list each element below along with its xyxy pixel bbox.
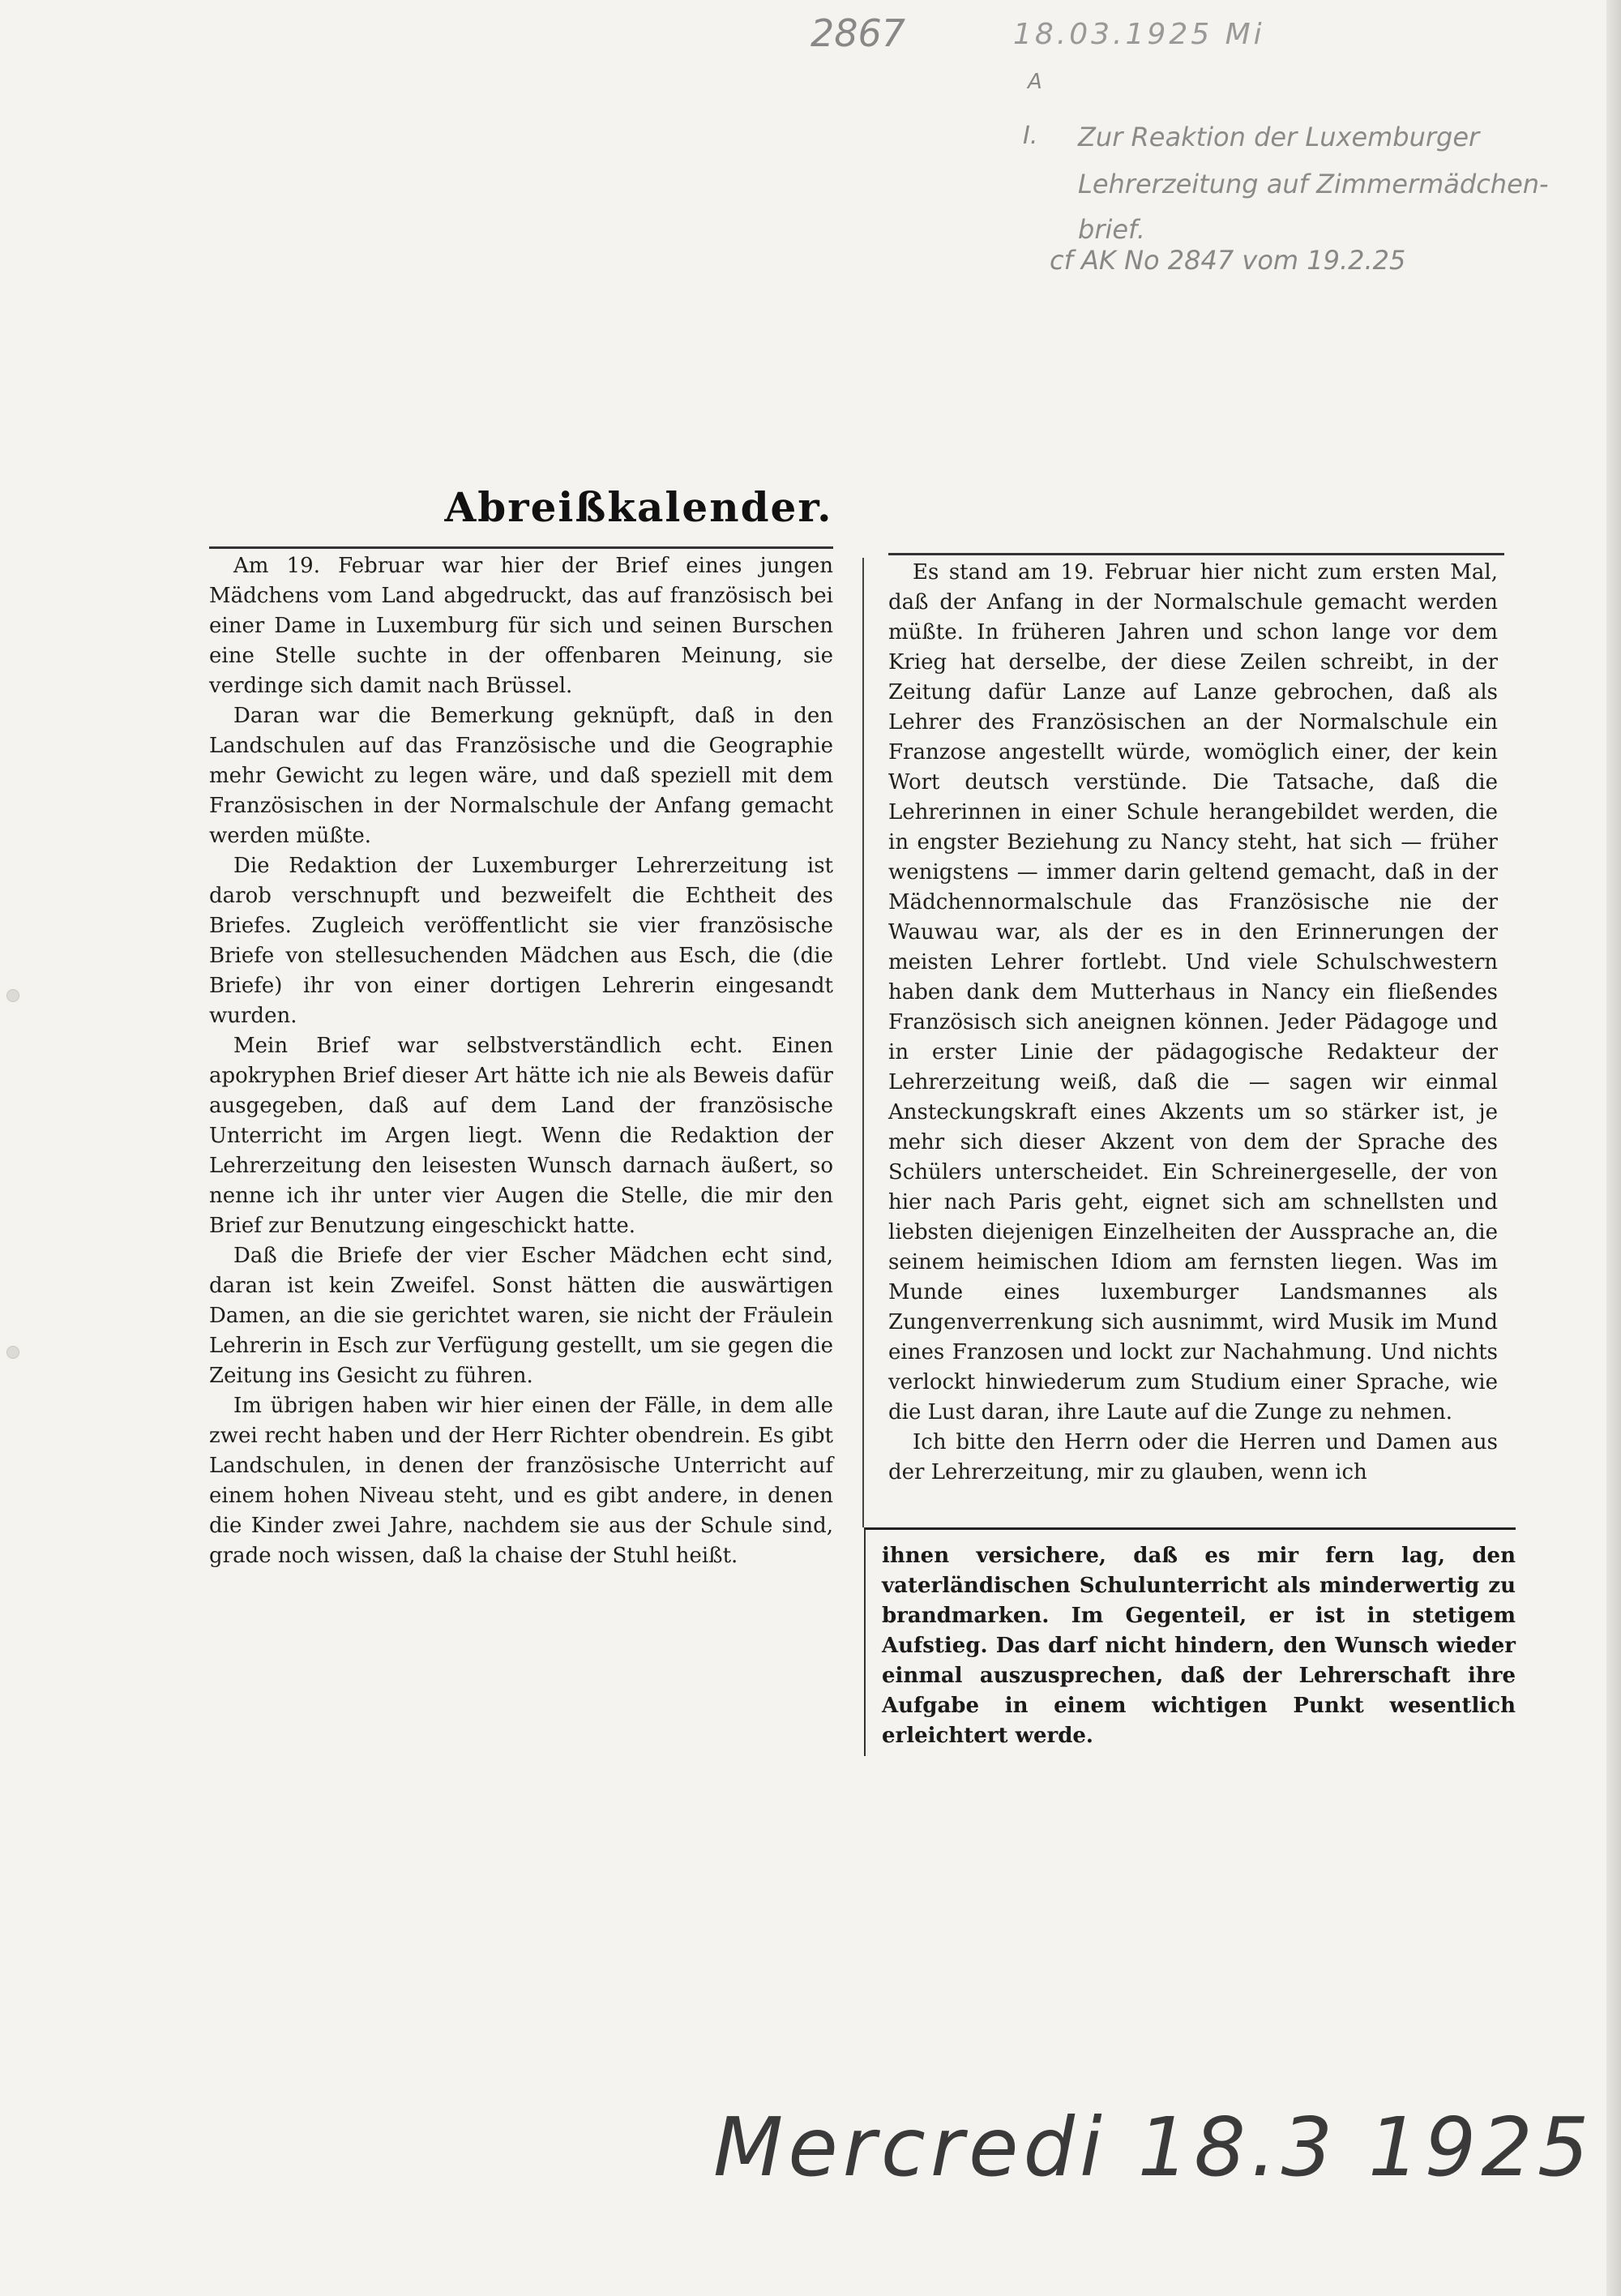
paragraph: Am 19. Februar war hier der Brief eines jungen Mädchens vom Land abgedruckt, das auf französisch bei einer Dame in Luxemburg für sich und seinen Burschen eine Stelle suchte in der offenbaren Meinung, sie verdinge sich damit nach Brüssel. bbox=[209, 554, 833, 698]
paragraph: ihnen versichere, daß es mir fern lag, den vaterländischen Schulunterricht als minderwertig zu brandmarken. Im Gegenteil, er ist in stetigem Aufstieg. Das darf nicht hindern, den Wunsch wieder einmal auszusprechen, daß der Lehrerschaft ihre Aufgabe in einem wichtigen Punkt wesentlich erleichtert werde. bbox=[882, 1544, 1516, 1748]
article-left-column bbox=[209, 551, 833, 1571]
article-continuation bbox=[864, 1527, 1516, 1756]
note-reference: cf AK No 2847 vom 19.2.25 bbox=[1050, 245, 1406, 276]
punch-hole bbox=[6, 1346, 19, 1359]
paragraph: Daran war die Bemerkung geknüpft, daß in den Landschulen auf das Französische und die Geographie mehr Gewicht zu legen wäre, und daß speziell mit dem Französischen in der Normalschule der Anfang gemacht werden müßte. bbox=[209, 704, 833, 848]
page-edge bbox=[1606, 0, 1621, 2296]
paragraph: Daß die Briefe der vier Escher Mädchen echt sind, daran ist kein Zweifel. Sonst hätten die auswärtigen Damen, an die sie gerichtet waren, sie nicht der Fräulein Lehrerin in Esch zur Verfügung gestellt, um sie gegen die Zeitung ins Gesicht zu führen. bbox=[209, 1244, 833, 1388]
archive-number: 2867 bbox=[810, 11, 906, 55]
paragraph: Mein Brief war selbstverständlich echt. Einen apokryphen Brief dieser Art hätte ich nie als Beweis dafür ausgegeben, daß auf dem Land der französische Unterricht im Argen liegt. Wenn die Redaktion der Lehrerzeitung den leisesten Wunsch darnach äußert, so nenne ich ihr unter vier Augen die Stelle, die mir den Brief zur Benutzung eingeschickt hatte. bbox=[209, 1034, 833, 1238]
archive-mark: A bbox=[1028, 70, 1042, 94]
footer-handwritten-date: Mercredi 18.3 1925 bbox=[713, 2100, 1594, 2195]
newspaper-clipping bbox=[209, 483, 1532, 1748]
column-rule bbox=[888, 553, 1504, 555]
column-divider bbox=[862, 558, 864, 1527]
paragraph: Es stand am 19. Februar hier nicht zum ersten Mal, daß der Anfang in der Normalschule gemacht werden müßte. In früheren Jahren und schon lange vor dem Krieg hat derselbe, der diese Zeilen schreibt, in der Zeitung dafür Lanze auf Lanze gebrochen, daß als Lehrer des Französischen an der Normalschule ein Franzose angestellt würde, womöglich einer, der kein Wort deutsch verstünde. Die Tatsache, daß die Lehrerinnen in einer Schule herangebildet werden, die in engster Beziehung zu Nancy steht, hat sich — früher wenigstens — immer darin geltend gemacht, daß in der Mädchennormalschule das Französische nie der Wauwau war, als der es in den Erinnerungen der meisten Lehrer fortlebt. Und viele Schulschwestern haben dank dem Mutterhaus in Nancy ein fließendes Französisch sich aneignen können. Jeder Pädagoge und in erster Linie der pädagogische Redakteur der Lehrerzeitung weiß, daß die — sagen wir einmal Ansteckungskraft eines Akzents um so stärker ist, je mehr sich dieser Akzent von dem der Sprache des Schülers unterscheidet. Ein Schreinergeselle, der von hier nach Paris geht, eignet sich am schnellsten und liebsten diejenigen Einzelheiten der Aussprache an, die seinem heimischen Idiom am fernsten liegen. Was im Munde eines luxemburger Landsmannes als Zungenverrenkung sich ausnimmt, wird Musik im Mund eines Franzosen und lockt zur Nachahmung. Und nichts verlockt hinwiederum zum Studium einer Sprache, wie die Lust daran, ihre Laute auf die Zunge zu nehmen. bbox=[888, 560, 1498, 1424]
punch-hole bbox=[6, 989, 19, 1002]
note-roman-numeral: I. bbox=[1023, 122, 1038, 150]
article-headline: Abreißkalender. bbox=[444, 483, 833, 531]
article-right-column bbox=[888, 558, 1498, 1488]
note-line: Zur Reaktion der Luxemburger bbox=[1078, 122, 1480, 152]
archive-date: 18.03.1925 Mi bbox=[1013, 18, 1265, 51]
note-line: brief. bbox=[1078, 214, 1145, 245]
paragraph: Im übrigen haben wir hier einen der Fälle, in dem alle zwei recht haben und der Herr Richter obendrein. Es gibt Landschulen, in denen der französische Unterricht auf einem hohen Niveau steht, und es gibt andere, in denen die Kinder zwei Jahre, nachdem sie aus der Schule sind, grade noch wissen, daß la chaise der Stuhl heißt. bbox=[209, 1394, 833, 1568]
column-rule bbox=[209, 546, 833, 549]
paragraph: Ich bitte den Herrn oder die Herren und Damen aus der Lehrerzeitung, mir zu glauben, wenn ich bbox=[888, 1430, 1498, 1484]
note-line: Lehrerzeitung auf Zimmermädchen- bbox=[1078, 169, 1549, 199]
paragraph: Die Redaktion der Luxemburger Lehrerzeitung ist darob verschnupft und bezweifelt die Echtheit des Briefes. Zugleich veröffentlicht sie vier französische Briefe von stellesuchenden Mädchen aus Esch, die (die Briefe) ihr von einer dortigen Lehrerin eingesandt wurden. bbox=[209, 854, 833, 1028]
